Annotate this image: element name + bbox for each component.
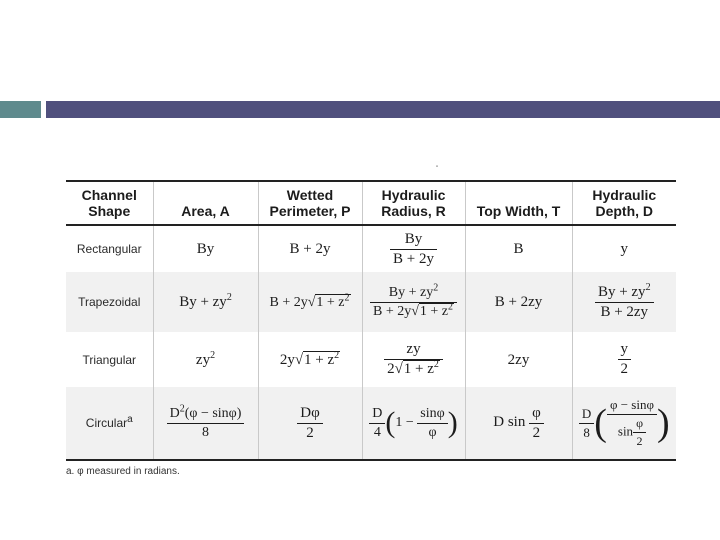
perimeter-cell: $2y√1 + z^2$ xyxy=(258,332,362,387)
table-row-trapezoidal xyxy=(66,272,676,332)
shape-label: Trapezoidal xyxy=(66,272,153,332)
table-row-triangular xyxy=(66,332,676,387)
area-cell: $zy^2$ xyxy=(153,332,258,387)
shape-label: Triangular xyxy=(66,332,153,387)
area-cell: By xyxy=(153,225,258,272)
radius-cell: $\frac{By + zy^2}{B + 2y√1 + z^2}$ xyxy=(362,272,465,332)
depth-cell: $\frac{By + zy^2}{B + 2zy}$ xyxy=(572,272,676,332)
header-hydraulic-radius: Hydraulic Radius, R xyxy=(362,181,465,225)
table-row-circular xyxy=(66,387,676,460)
top-width-cell: 2zy xyxy=(465,332,572,387)
radius-cell: $\frac{zy}{2√1 + z^2}$ xyxy=(362,332,465,387)
footnote: a. φ measured in radians. xyxy=(66,466,180,477)
depth-cell: y xyxy=(572,225,676,272)
header-hydraulic-depth: Hydraulic Depth, D xyxy=(592,187,657,219)
radius-cell: $\frac{By}{B + 2y}$ xyxy=(362,225,465,272)
depth-cell: $\frac{D}{8}$ ( φ − sinφ sin $\frac{\varphi}{2}$ ) xyxy=(572,387,676,460)
shape-label: Circular$^a$ xyxy=(66,387,153,460)
top-width-cell: B + 2zy xyxy=(465,272,572,332)
header-wetted-perimeter: Wetted Perimeter, P xyxy=(258,181,362,225)
channel-geometry-table xyxy=(66,180,676,461)
radius-cell: $\frac{D}{4}$ (1 − $\frac{\sin\varphi}{\varphi}$ ) xyxy=(362,387,465,460)
accent-bar-left xyxy=(0,101,41,118)
depth-cell: $\frac{y}{2}$ xyxy=(572,332,676,387)
header-row xyxy=(66,181,676,225)
table-row-rectangular xyxy=(66,225,676,272)
perimeter-cell: B + 2y xyxy=(258,225,362,272)
channel-geometry-table-container xyxy=(66,180,676,461)
area-cell: $\frac{D^2(\varphi - \sin\varphi)}{8}$ xyxy=(153,387,258,460)
header-top-width: Top Width, T xyxy=(465,181,572,225)
accent-bar-right xyxy=(46,101,720,118)
perimeter-cell: $\frac{D\varphi}{2}$ xyxy=(258,387,362,460)
header-channel-shape: Channel Shape xyxy=(66,181,153,225)
shape-label: Rectangular xyxy=(66,225,153,272)
stray-mark: " xyxy=(436,166,439,172)
area-cell: $By + zy^2$ xyxy=(153,272,258,332)
perimeter-cell: $B + 2y√1 + z^2$ xyxy=(258,272,362,332)
top-width-cell: B xyxy=(465,225,572,272)
top-width-cell: D sin $\frac{\varphi}{2}$ xyxy=(465,387,572,460)
header-area: Area, A xyxy=(153,181,258,225)
